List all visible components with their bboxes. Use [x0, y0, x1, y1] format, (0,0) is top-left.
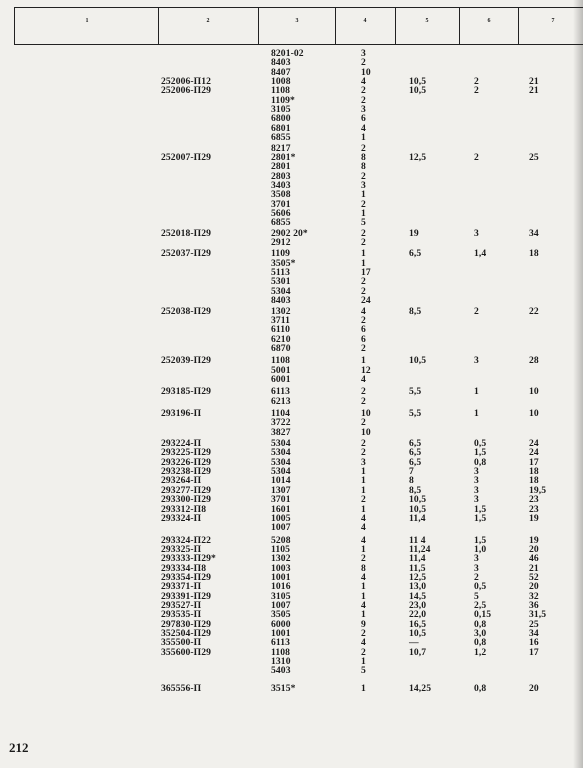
- code-cell: 3403: [271, 179, 291, 191]
- code-cell: 1008: [271, 76, 291, 87]
- designation-cell: 293312-П8: [161, 503, 207, 515]
- quantity-cell: 2: [361, 553, 366, 565]
- designation-cell: 293324-П22: [161, 534, 212, 546]
- value-cell: 0,5: [474, 438, 487, 449]
- quantity-cell: 8: [361, 161, 366, 173]
- code-cell: 5113: [271, 267, 291, 278]
- quantity-cell: 6: [361, 113, 366, 125]
- quantity-cell: 4: [361, 522, 366, 534]
- designation-cell: 293333-П29*: [161, 553, 216, 565]
- code-cell: 5304: [271, 285, 291, 297]
- code-cell: 8201-02: [271, 48, 304, 59]
- value-cell: 10,5: [409, 503, 427, 515]
- quantity-cell: 4: [361, 637, 366, 649]
- value-cell: 1,0: [474, 543, 487, 555]
- code-cell: 1302: [271, 553, 291, 565]
- value-cell: 21: [529, 85, 539, 97]
- quantity-cell: 1: [361, 656, 366, 668]
- column-divider: [258, 7, 259, 44]
- value-cell: 2: [474, 85, 479, 97]
- value-cell: 10,5: [409, 85, 427, 97]
- quantity-cell: 6: [361, 324, 366, 336]
- quantity-cell: 3: [361, 456, 366, 468]
- value-cell: 6,5: [409, 447, 422, 459]
- code-cell: 5304: [271, 456, 291, 468]
- value-cell: 23: [529, 503, 539, 515]
- code-cell: 5001: [271, 364, 291, 376]
- quantity-cell: 1: [361, 581, 366, 593]
- value-cell: 2: [474, 151, 479, 163]
- designation-cell: 293224-П: [161, 438, 202, 449]
- designation-cell: 293225-П29: [161, 447, 212, 459]
- value-cell: 8: [409, 475, 414, 487]
- code-cell: 5403: [271, 665, 291, 677]
- value-cell: 34: [529, 227, 539, 239]
- value-cell: 11,24: [409, 543, 431, 555]
- designation-cell: 293535-П: [161, 609, 202, 621]
- code-cell: 6210: [271, 333, 291, 345]
- value-cell: 23: [529, 494, 539, 506]
- value-cell: 10,5: [409, 76, 427, 87]
- table-header-rule: [14, 44, 583, 45]
- column-divider: [459, 7, 460, 44]
- quantity-cell: 2: [361, 386, 366, 398]
- value-cell: 2,5: [474, 600, 487, 611]
- code-cell: 6870: [271, 342, 291, 354]
- quantity-cell: 2: [361, 237, 366, 248]
- quantity-cell: 2: [361, 142, 366, 154]
- code-cell: 6000: [271, 618, 291, 630]
- code-cell: 6110: [271, 324, 291, 336]
- value-cell: 5: [474, 590, 479, 602]
- value-cell: 11,4: [409, 553, 426, 565]
- column-divider: [518, 7, 519, 44]
- value-cell: 23,0: [409, 600, 427, 611]
- value-cell: 22: [529, 305, 539, 317]
- designation-cell: 293277-П29: [161, 484, 212, 496]
- column-divider: [335, 7, 336, 44]
- value-cell: 18: [529, 475, 539, 487]
- code-cell: 1007: [271, 600, 291, 611]
- quantity-cell: 8: [361, 562, 366, 574]
- quantity-cell: 10: [361, 408, 371, 419]
- value-cell: 10,7: [409, 646, 427, 658]
- value-cell: 1,5: [474, 503, 487, 515]
- code-cell: 5304: [271, 466, 291, 478]
- value-cell: 24: [529, 438, 539, 449]
- value-cell: 17: [529, 646, 539, 658]
- value-cell: 3: [474, 475, 479, 487]
- table-top-rule: [14, 7, 583, 8]
- code-cell: 6855: [271, 217, 291, 229]
- quantity-cell: 4: [361, 373, 366, 385]
- value-cell: 1: [474, 408, 479, 419]
- code-cell: 1108: [271, 85, 291, 97]
- designation-cell: 365556-П: [161, 682, 202, 694]
- code-cell: 2902 20*: [271, 227, 308, 239]
- code-cell: 1016: [271, 581, 291, 593]
- value-cell: 52: [529, 571, 539, 583]
- value-cell: 1,4: [474, 248, 487, 260]
- value-cell: 3: [474, 494, 479, 506]
- column-header: 5: [425, 18, 429, 24]
- value-cell: 0,8: [474, 618, 487, 630]
- code-cell: 1302: [271, 305, 291, 317]
- code-cell: 5304: [271, 438, 291, 449]
- code-cell: 6800: [271, 113, 291, 125]
- column-divider: [14, 7, 15, 44]
- quantity-cell: 4: [361, 305, 366, 317]
- quantity-cell: 1: [361, 543, 366, 555]
- value-cell: 19: [409, 227, 419, 239]
- quantity-cell: 2: [361, 170, 366, 182]
- designation-cell: 355600-П29: [161, 646, 212, 658]
- value-cell: 0,15: [474, 609, 492, 621]
- value-cell: 11,5: [409, 562, 426, 574]
- value-cell: 6,5: [409, 438, 422, 449]
- designation-cell: 293354-П29: [161, 571, 212, 583]
- quantity-cell: 2: [361, 57, 366, 69]
- code-cell: 3505*: [271, 257, 296, 269]
- quantity-cell: 2: [361, 447, 366, 459]
- value-cell: 12,5: [409, 571, 427, 583]
- value-cell: 2: [474, 571, 479, 583]
- value-cell: 6,5: [409, 248, 422, 260]
- value-cell: 11,4: [409, 512, 426, 524]
- quantity-cell: 2: [361, 438, 366, 449]
- designation-cell: 293226-П29: [161, 456, 212, 468]
- quantity-cell: 4: [361, 122, 366, 134]
- value-cell: 0,8: [474, 682, 487, 694]
- value-cell: 17: [529, 456, 539, 468]
- designation-cell: 293300-П29: [161, 494, 212, 506]
- designation-cell: 252038-П29: [161, 305, 212, 317]
- value-cell: 20: [529, 682, 539, 694]
- code-cell: 1108: [271, 646, 291, 658]
- quantity-cell: 1: [361, 503, 366, 515]
- quantity-cell: 1: [361, 207, 366, 219]
- code-cell: 1001: [271, 628, 291, 639]
- quantity-cell: 1: [361, 257, 366, 269]
- quantity-cell: 1: [361, 590, 366, 602]
- value-cell: 10: [529, 386, 539, 398]
- quantity-cell: 2: [361, 276, 366, 288]
- value-cell: 46: [529, 553, 539, 565]
- value-cell: 3: [474, 355, 479, 367]
- quantity-cell: 5: [361, 665, 366, 677]
- quantity-cell: 1: [361, 189, 366, 201]
- quantity-cell: 1: [361, 466, 366, 478]
- code-cell: 8403: [271, 295, 291, 307]
- value-cell: 10,5: [409, 355, 427, 367]
- code-cell: 6801: [271, 122, 291, 134]
- value-cell: 0,8: [474, 637, 487, 649]
- quantity-cell: 2: [361, 85, 366, 97]
- quantity-cell: 2: [361, 227, 366, 239]
- value-cell: 18: [529, 248, 539, 260]
- designation-cell: 297830-П29: [161, 618, 212, 630]
- column-header: 7: [551, 18, 555, 24]
- code-cell: 8217: [271, 142, 291, 154]
- value-cell: 1,2: [474, 646, 487, 658]
- quantity-cell: 2: [361, 314, 366, 326]
- value-cell: 19: [529, 512, 539, 524]
- designation-cell: 293527-П: [161, 600, 202, 611]
- code-cell: 3105: [271, 590, 291, 602]
- value-cell: 16,5: [409, 618, 427, 630]
- quantity-cell: 1: [361, 132, 366, 144]
- quantity-cell: 1: [361, 475, 366, 487]
- value-cell: 1: [474, 386, 479, 398]
- designation-cell: 252039-П29: [161, 355, 212, 367]
- designation-cell: 252018-П29: [161, 227, 212, 239]
- code-cell: 3515*: [271, 682, 296, 694]
- value-cell: 3: [474, 484, 479, 496]
- quantity-cell: 4: [361, 571, 366, 583]
- code-cell: 1108: [271, 355, 291, 367]
- designation-cell: 252007-П29: [161, 151, 212, 163]
- code-cell: 3827: [271, 426, 291, 438]
- value-cell: 22,0: [409, 609, 427, 621]
- value-cell: 1,5: [474, 534, 487, 546]
- quantity-cell: 2: [361, 285, 366, 297]
- code-cell: 1005: [271, 512, 291, 524]
- value-cell: 2: [474, 76, 479, 87]
- value-cell: 5,5: [409, 408, 422, 419]
- value-cell: 18: [529, 466, 539, 478]
- designation-cell: 293238-П29: [161, 466, 212, 478]
- quantity-cell: 2: [361, 494, 366, 506]
- value-cell: 1,5: [474, 447, 487, 459]
- designation-cell: 355500-П: [161, 637, 202, 649]
- code-cell: 6001: [271, 373, 291, 385]
- value-cell: 2: [474, 305, 479, 317]
- quantity-cell: 2: [361, 198, 366, 210]
- value-cell: —: [409, 637, 419, 649]
- value-cell: 3,0: [474, 628, 487, 639]
- value-cell: 11 4: [409, 534, 426, 546]
- value-cell: 3: [474, 562, 479, 574]
- code-cell: 3105: [271, 104, 291, 116]
- code-cell: 1109*: [271, 94, 295, 106]
- value-cell: 0,5: [474, 581, 487, 593]
- designation-cell: 293391-П29: [161, 590, 212, 602]
- quantity-cell: 12: [361, 364, 371, 376]
- designation-cell: 252006-П29: [161, 85, 212, 97]
- column-divider: [395, 7, 396, 44]
- value-cell: 14,25: [409, 682, 432, 694]
- value-cell: 13,0: [409, 581, 427, 593]
- quantity-cell: 3: [361, 104, 366, 116]
- quantity-cell: 17: [361, 267, 371, 278]
- quantity-cell: 8: [361, 151, 366, 163]
- code-cell: 1310: [271, 656, 291, 668]
- quantity-cell: 1: [361, 355, 366, 367]
- value-cell: 12,5: [409, 151, 427, 163]
- value-cell: 24: [529, 447, 539, 459]
- code-cell: 8407: [271, 66, 291, 78]
- quantity-cell: 4: [361, 76, 366, 87]
- quantity-cell: 9: [361, 618, 366, 630]
- quantity-cell: 2: [361, 417, 366, 429]
- code-cell: 6113: [271, 637, 291, 649]
- code-cell: 3508: [271, 189, 291, 201]
- quantity-cell: 1: [361, 682, 366, 694]
- designation-cell: 293325-П: [161, 543, 202, 555]
- code-cell: 5606: [271, 207, 291, 219]
- value-cell: 1,5: [474, 512, 487, 524]
- quantity-cell: 10: [361, 426, 371, 438]
- value-cell: 31,5: [529, 609, 547, 621]
- quantity-cell: 2: [361, 395, 366, 407]
- code-cell: 8403: [271, 57, 291, 69]
- value-cell: 10,5: [409, 628, 427, 639]
- value-cell: 8,5: [409, 305, 422, 317]
- column-header: 6: [487, 18, 491, 24]
- code-cell: 1003: [271, 562, 291, 574]
- quantity-cell: 10: [361, 66, 371, 78]
- value-cell: 3: [474, 227, 479, 239]
- code-cell: 1307: [271, 484, 291, 496]
- value-cell: 5,5: [409, 386, 422, 398]
- code-cell: 5304: [271, 447, 291, 459]
- value-cell: 0,8: [474, 456, 487, 468]
- value-cell: 7: [409, 466, 414, 478]
- designation-cell: 293196-П: [161, 408, 202, 419]
- quantity-cell: 2: [361, 94, 366, 106]
- code-cell: 5208: [271, 534, 291, 546]
- value-cell: 20: [529, 543, 539, 555]
- quantity-cell: 4: [361, 534, 366, 546]
- quantity-cell: 1: [361, 484, 366, 496]
- column-header: 3: [295, 18, 299, 24]
- column-header: 1: [85, 18, 89, 24]
- quantity-cell: 5: [361, 217, 366, 229]
- value-cell: 28: [529, 355, 539, 367]
- value-cell: 25: [529, 151, 539, 163]
- code-cell: 2801: [271, 161, 291, 173]
- quantity-cell: 1: [361, 609, 366, 621]
- quantity-cell: 24: [361, 295, 371, 307]
- code-cell: 3701: [271, 494, 291, 506]
- designation-cell: 293264-П: [161, 475, 202, 487]
- code-cell: 3722: [271, 417, 291, 429]
- code-cell: 1109: [271, 248, 291, 260]
- value-cell: 25: [529, 618, 539, 630]
- value-cell: 8,5: [409, 484, 422, 496]
- code-cell: 1105: [271, 543, 291, 555]
- value-cell: 20: [529, 581, 539, 593]
- code-cell: 3701: [271, 198, 291, 210]
- code-cell: 2801*: [271, 151, 296, 163]
- value-cell: 14,5: [409, 590, 427, 602]
- column-divider: [158, 7, 159, 44]
- page-number: 212: [9, 740, 29, 755]
- value-cell: 3: [474, 553, 479, 565]
- code-cell: 1104: [271, 408, 291, 419]
- code-cell: 5301: [271, 276, 291, 288]
- designation-cell: 352504-П29: [161, 628, 212, 639]
- quantity-cell: 2: [361, 646, 366, 658]
- code-cell: 6113: [271, 386, 291, 398]
- scan-edge-shadow: [573, 0, 583, 768]
- value-cell: 34: [529, 628, 539, 639]
- column-header: 2: [206, 18, 210, 24]
- quantity-cell: 3: [361, 179, 366, 191]
- quantity-cell: 6: [361, 333, 366, 345]
- value-cell: 36: [529, 600, 539, 611]
- quantity-cell: 2: [361, 342, 366, 354]
- code-cell: 2803: [271, 170, 291, 182]
- code-cell: 1014: [271, 475, 291, 487]
- designation-cell: 293334-П8: [161, 562, 207, 574]
- code-cell: 3505: [271, 609, 291, 621]
- designation-cell: 293371-П: [161, 581, 202, 593]
- value-cell: 10,5: [409, 494, 427, 506]
- quantity-cell: 4: [361, 600, 366, 611]
- quantity-cell: 2: [361, 628, 366, 639]
- column-header: 4: [363, 18, 367, 24]
- code-cell: 1007: [271, 522, 291, 534]
- quantity-cell: 3: [361, 48, 366, 59]
- value-cell: 3: [474, 466, 479, 478]
- code-cell: 6213: [271, 395, 291, 407]
- code-cell: 3711: [271, 314, 291, 326]
- value-cell: 19: [529, 534, 539, 546]
- value-cell: 16: [529, 637, 539, 649]
- designation-cell: 293324-П: [161, 512, 202, 524]
- code-cell: 1601: [271, 503, 291, 515]
- value-cell: 21: [529, 76, 539, 87]
- value-cell: 10: [529, 408, 539, 419]
- value-cell: 21: [529, 562, 539, 574]
- designation-cell: 252037-П29: [161, 248, 212, 260]
- designation-cell: 293185-П29: [161, 386, 212, 398]
- value-cell: 32: [529, 590, 539, 602]
- quantity-cell: 1: [361, 248, 366, 260]
- value-cell: 19,5: [529, 484, 547, 496]
- quantity-cell: 4: [361, 512, 366, 524]
- code-cell: 1001: [271, 571, 291, 583]
- code-cell: 2912: [271, 237, 291, 248]
- designation-cell: 252006-П12: [161, 76, 212, 87]
- code-cell: 6855: [271, 132, 291, 144]
- value-cell: 6,5: [409, 456, 422, 468]
